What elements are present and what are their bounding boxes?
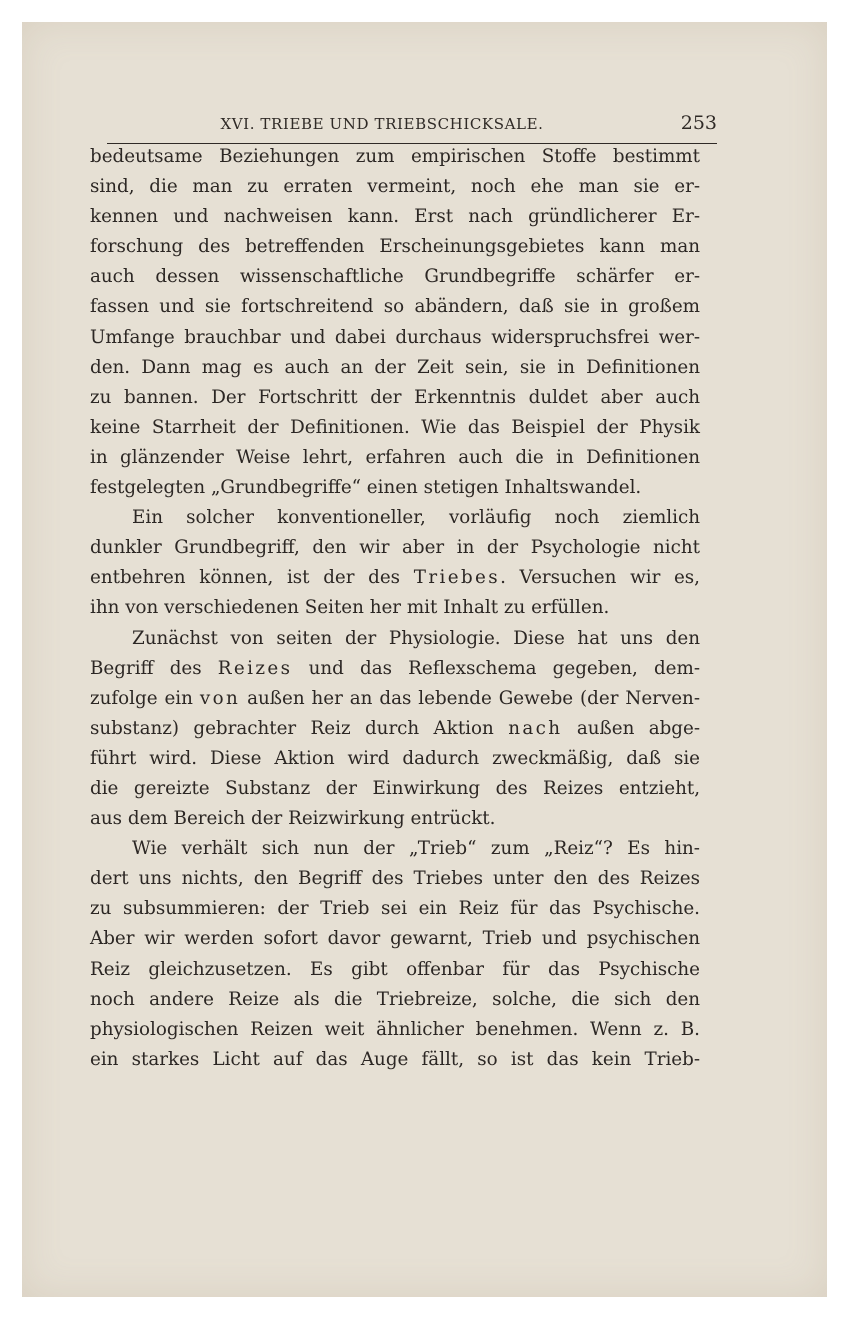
text-line: Aber wir werden sofort davor gewarnt, Trieb und psychischen <box>90 928 700 950</box>
text-line: Ein solcher konventioneller, vorläufig noch ziemlich <box>132 507 700 529</box>
text-line: Reiz gleichzusetzen. Es gibt offenbar für das Psychische <box>90 958 700 980</box>
text-line: fassen und sie fortschreitend so abändern, daß sie in großem <box>90 296 700 318</box>
text-line: zu subsummieren: der Trieb sei ein Reiz für das Psychische. <box>90 898 700 920</box>
running-title: XVI. TRIEBE UND TRIEBSCHICKSALE. <box>220 115 544 133</box>
line-segment: zufolge ein <box>90 687 193 709</box>
text-line: Umfange brauchbar und dabei durchaus widerspruchsfrei wer- <box>90 326 700 348</box>
text-line: führt wird. Diese Aktion wird dadurch zweckmäßig, daß sie <box>90 747 700 769</box>
text-line: in glänzender Weise lehrt, erfahren auch die in Definitionen <box>90 446 700 468</box>
text-line: forschung des betreffenden Erscheinungsgebietes kann man <box>90 236 700 258</box>
spaced-term: von <box>199 687 241 709</box>
text-line: ihn von verschiedenen Seiten her mit Inhalt zu erfüllen. <box>90 597 610 619</box>
line-segment: außen abge- <box>576 717 701 739</box>
text-line: dunkler Grundbegriff, den wir aber in der Psychologie nicht <box>90 537 700 559</box>
text-line: zu bannen. Der Fortschritt der Erkenntnis duldet aber auch <box>90 386 700 408</box>
line-segment: Begriff des <box>90 657 202 679</box>
line-segment: außen her an das lebende Gewebe (der Nerven- <box>247 687 701 709</box>
text-line: sind, die man zu erraten vermeint, noch ehe man sie er- <box>90 176 700 198</box>
text-line: die gereizte Substanz der Einwirkung des Reizes entzieht, <box>90 777 700 799</box>
page-header <box>107 107 717 144</box>
text-line <box>90 563 700 593</box>
text-line: Wie verhält sich nun der „Trieb“ zum „Reiz“? Es hin- <box>132 838 700 860</box>
text-line: den. Dann mag es auch an der Zeit sein, sie in Definitionen <box>90 356 700 378</box>
text-line: dert uns nichts, den Begriff des Triebes unter den des Reizes <box>90 868 700 890</box>
text-line: kennen und nachweisen kann. Erst nach gründlicherer Er- <box>90 206 700 228</box>
text-line <box>90 684 700 714</box>
text-line: bedeutsame Beziehungen zum empirischen Stoffe bestimmt <box>90 146 700 167</box>
spaced-term: Triebes <box>413 567 501 589</box>
text-line <box>90 654 700 684</box>
text-line: ein starkes Licht auf das Auge fällt, so ist das kein Trieb- <box>90 1048 700 1070</box>
text-line: keine Starrheit der Definitionen. Wie das Beispiel der Physik <box>90 416 700 438</box>
text-line: festgelegten „Grundbegriffe“ einen stetigen Inhaltswandel. <box>90 477 642 499</box>
body-text <box>90 142 700 1075</box>
line-segment: . Versuchen wir es, <box>500 567 700 589</box>
spaced-term: nach <box>508 717 563 739</box>
page-number: 253 <box>680 112 717 134</box>
text-line: noch andere Reize als die Triebreize, solche, die sich den <box>90 988 700 1010</box>
line-segment: und das Reflexschema gegeben, dem- <box>308 657 701 679</box>
text-line: physiologischen Reizen weit ähnlicher benehmen. Wenn z. B. <box>90 1018 700 1040</box>
line-segment: entbehren können, ist der des <box>90 567 401 589</box>
line-segment: substanz) gebrachter Reiz durch Aktion <box>90 717 494 739</box>
text-line: Zunächst von seiten der Physiologie. Diese hat uns den <box>132 627 700 649</box>
text-line: aus dem Bereich der Reizwirkung entrückt. <box>90 808 496 830</box>
text-line: auch dessen wissenschaftliche Grundbegriffe schärfer er- <box>90 266 700 288</box>
text-line <box>90 714 700 744</box>
spaced-term: Reizes <box>217 657 293 679</box>
